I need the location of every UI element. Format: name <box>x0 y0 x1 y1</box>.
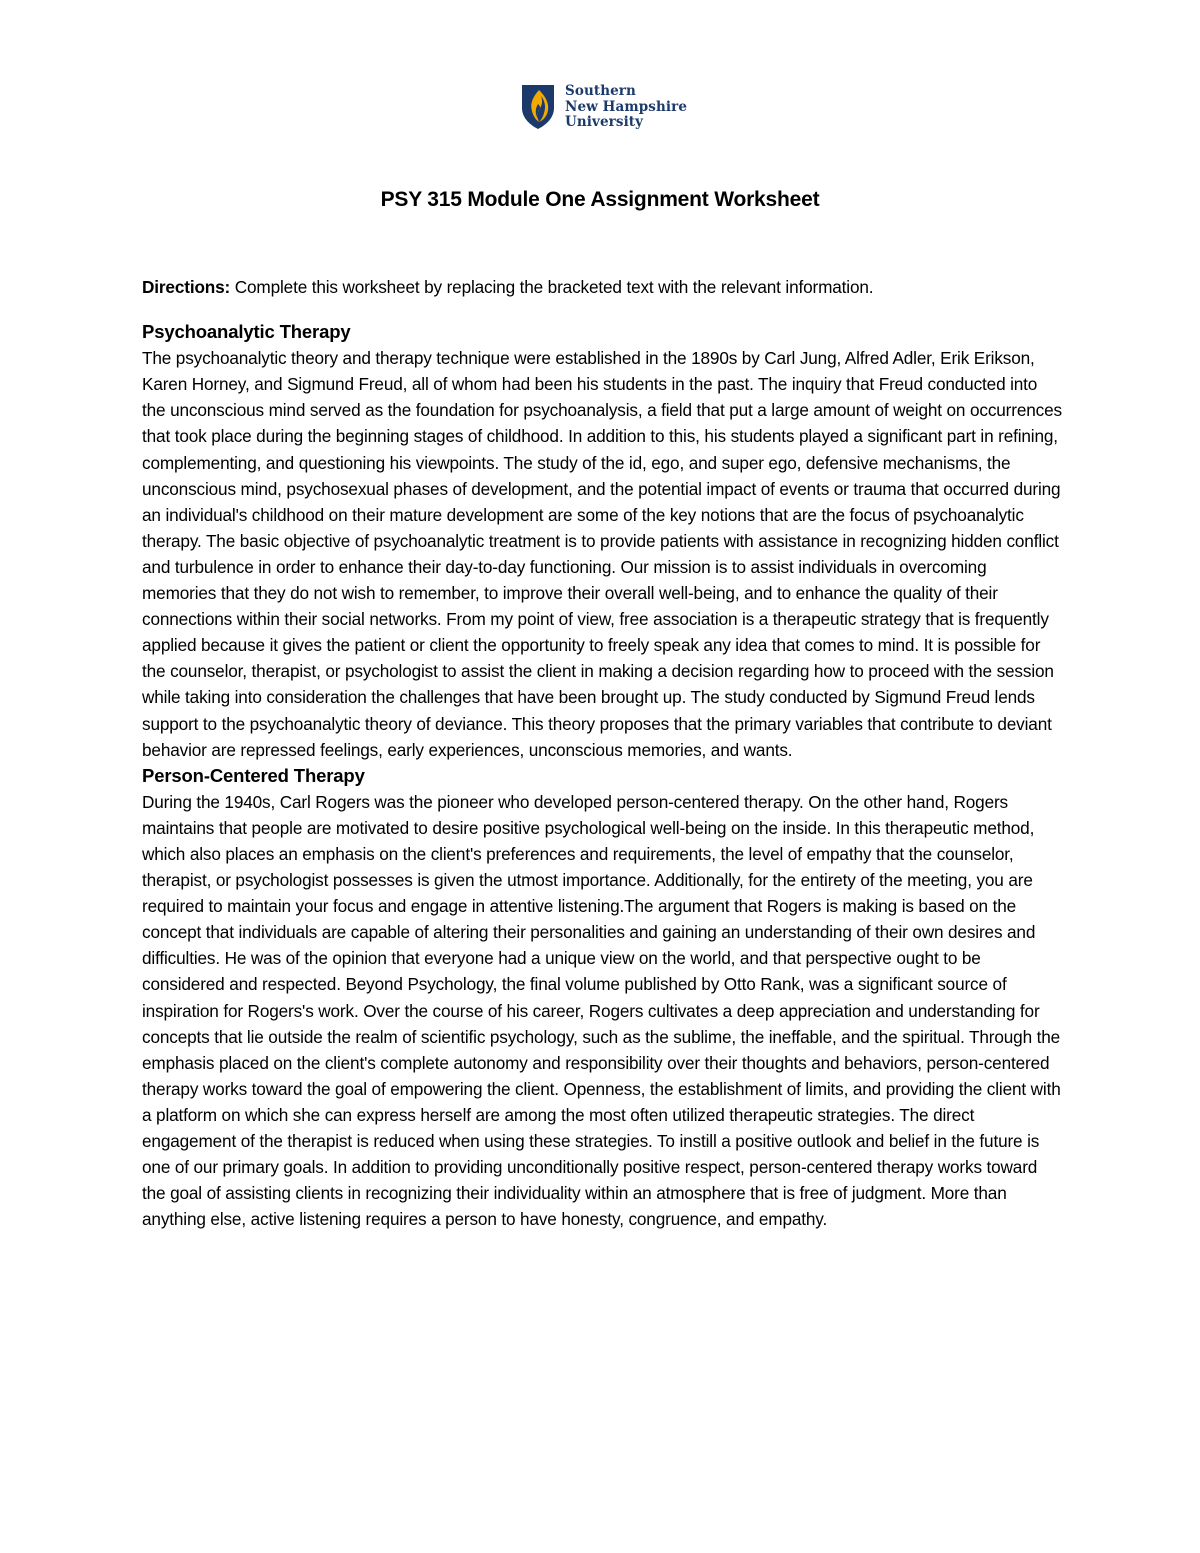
logo-line-2: New Hampshire <box>565 98 688 115</box>
logo-line-1: Southern <box>565 83 636 99</box>
directions <box>142 274 1062 300</box>
section-body-psychoanalytic: The psychoanalytic theory and therapy technique were established in the 1890s by Carl Jung, Alfred Adler, Erik Erikson, Karen Horney, and Sigmund Freud, all of whom had been his students in the past. The inquiry that Freud conducted into the unconscious mind served as the foundation for psychoanalysis, a field that put a large amount of weight on occurrences that took place during the beginning stages of childhood. In addition to this, his students played a significant part in refining, complementing, and questioning his viewpoints. The study of the id, ego, and super ego, defensive mechanisms, the unconscious mind, psychosexual phases of development, and the potential impact of events or trauma that occurred during an individual's childhood on their mature development are some of the key notions that are the focus of psychoanalytic therapy. The basic objective of psychoanalytic treatment is to provide patients with assistance in recognizing hidden conflict and turbulence in order to enhance their day-to-day functioning. Our mission is to assist individuals in overcoming memories that they do not wish to remember, to improve their overall well-being, and to enhance the quality of their connections within their social networks. From my point of view, free association is a therapeutic strategy that is frequently applied because it gives the patient or client the opportunity to freely speak any idea that comes to mind. It is possible for the counselor, therapist, or psychologist to assist the client in making a decision regarding how to proceed with the session while taking into consideration the challenges that have been brought up. The study conducted by Sigmund Freud lends support to the psychoanalytic theory of deviance. This theory proposes that the primary variables that contribute to deviant behavior are repressed feelings, early experiences, unconscious memories, and wants. <box>142 348 1062 760</box>
logo-wordmark <box>565 84 687 131</box>
document-body <box>142 274 1062 1232</box>
section-heading-psychoanalytic: Psychoanalytic Therapy <box>142 321 351 343</box>
document-title: PSY 315 Module One Assignment Worksheet <box>380 188 820 211</box>
section-body-person-centered: During the 1940s, Carl Rogers was the pioneer who developed person-centered therapy. On the other hand, Rogers maintains that people are motivated to desire positive psychological well-being on the inside. In this therapeutic method, which also places an emphasis on the client's preferences and requirements, the level of empathy that the counselor, therapist, or psychologist possesses is given the utmost importance. Additionally, for the entirety of the meeting, you are required to maintain your focus and engage in attentive listening.The argument that Rogers is making is based on the concept that individuals are capable of altering their personalities and gaining an understanding of their own desires and difficulties. He was of the opinion that everyone had a unique view on the world, and that perspective ought to be considered and respected. Beyond Psychology, the final volume published by Otto Rank, was a significant source of inspiration for Rogers's work. Over the course of his career, Rogers cultivates a deep appreciation and understanding for concepts that lie outside the realm of scientific psychology, such as the sublime, the ineffable, and the spiritual. Through the emphasis placed on the client's complete autonomy and responsibility over their thoughts and behaviors, person-centered therapy works toward the goal of empowering the client. Openness, the establishment of limits, and providing the client with a platform on which she can express herself are among the most often utilized therapeutic strategies. The direct engagement of the therapist is reduced when using these strategies. To instill a positive outlook and belief in the future is one of our primary goals. In addition to providing unconditionally positive respect, person-centered therapy works toward the goal of assisting clients in recognizing their individuality within an atmosphere that is free of judgment. More than anything else, active listening requires a person to have honesty, congruence, and empathy. <box>142 791 1061 1230</box>
shield-flame-icon <box>521 84 555 130</box>
section-heading-person-centered: Person-Centered Therapy <box>142 764 365 786</box>
logo-line-3: University <box>565 114 644 130</box>
directions-text: Complete this worksheet by replacing the bracketed text with the relevant information. <box>230 277 874 297</box>
directions-label: Directions: <box>142 277 231 297</box>
university-logo <box>521 84 687 131</box>
